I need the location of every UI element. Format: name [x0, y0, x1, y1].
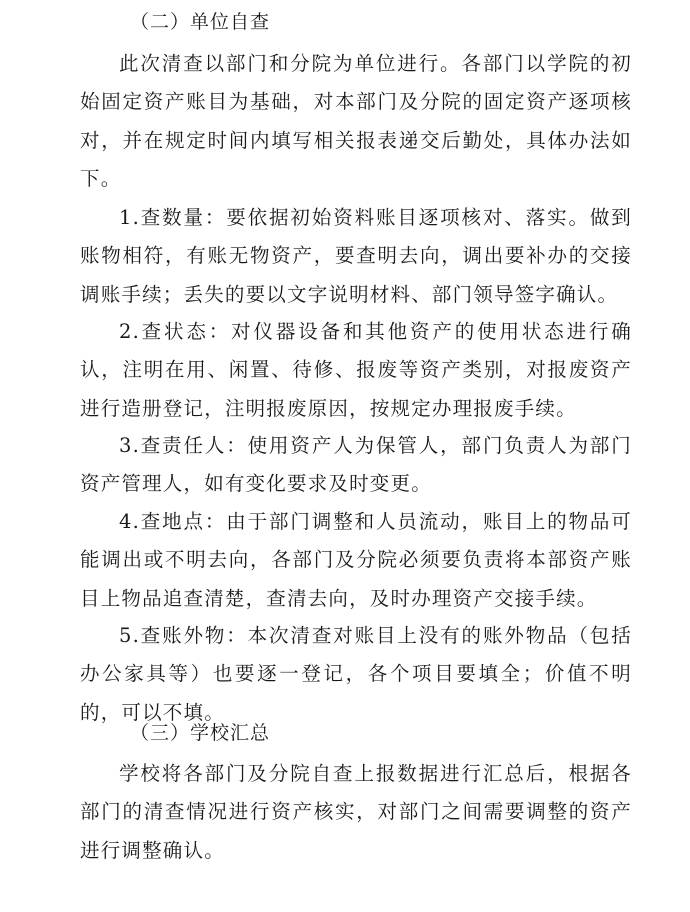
check-location-paragraph: 4.查地点：由于部门调整和人员流动，账目上的物品可能调出或不明去向，各部门及分院必须要负责将本部资产账目上物品追查清楚，查清去向，及时办理资产交接手续。 [80, 510, 632, 610]
school-summary-paragraph: 学校将各部门及分院自查上报数据进行汇总后，根据各部门的清查情况进行资产核实，对部门之间需要调整的资产进行调整确认。 [80, 762, 632, 862]
section-three-heading: （三）学校汇总 [130, 722, 271, 744]
check-status-paragraph: 2.查状态：对仪器设备和其他资产的使用状态进行确认，注明在用、闲置、待修、报废等资产类别，对报废资产进行造册登记，注明报废原因，按规定办理报废手续。 [80, 320, 632, 420]
section-two-heading: （二）单位自查 [130, 11, 271, 33]
check-responsible-person-paragraph: 3.查责任人：使用资产人为保管人，部门负责人为部门资产管理人，如有变化要求及时变更。 [80, 434, 632, 496]
section-two-intro-paragraph: 此次清查以部门和分院为单位进行。各部门以学院的初始固定资产账目为基础，对本部门及分院的固定资产逐项核对，并在规定时间内填写相关报表递交后勤处，具体办法如下。 [80, 52, 632, 190]
check-off-book-items-paragraph: 5.查账外物：本次清查对账目上没有的账外物品（包括办公家具等）也要逐一登记，各个项目要填全；价值不明的，可以不填。 [80, 624, 632, 724]
check-quantity-paragraph: 1.查数量：要依据初始资料账目逐项核对、落实。做到账物相符，有账无物资产，要查明去向，调出要补办的交接调账手续；丢失的要以文字说明材料、部门领导签字确认。 [80, 206, 632, 306]
